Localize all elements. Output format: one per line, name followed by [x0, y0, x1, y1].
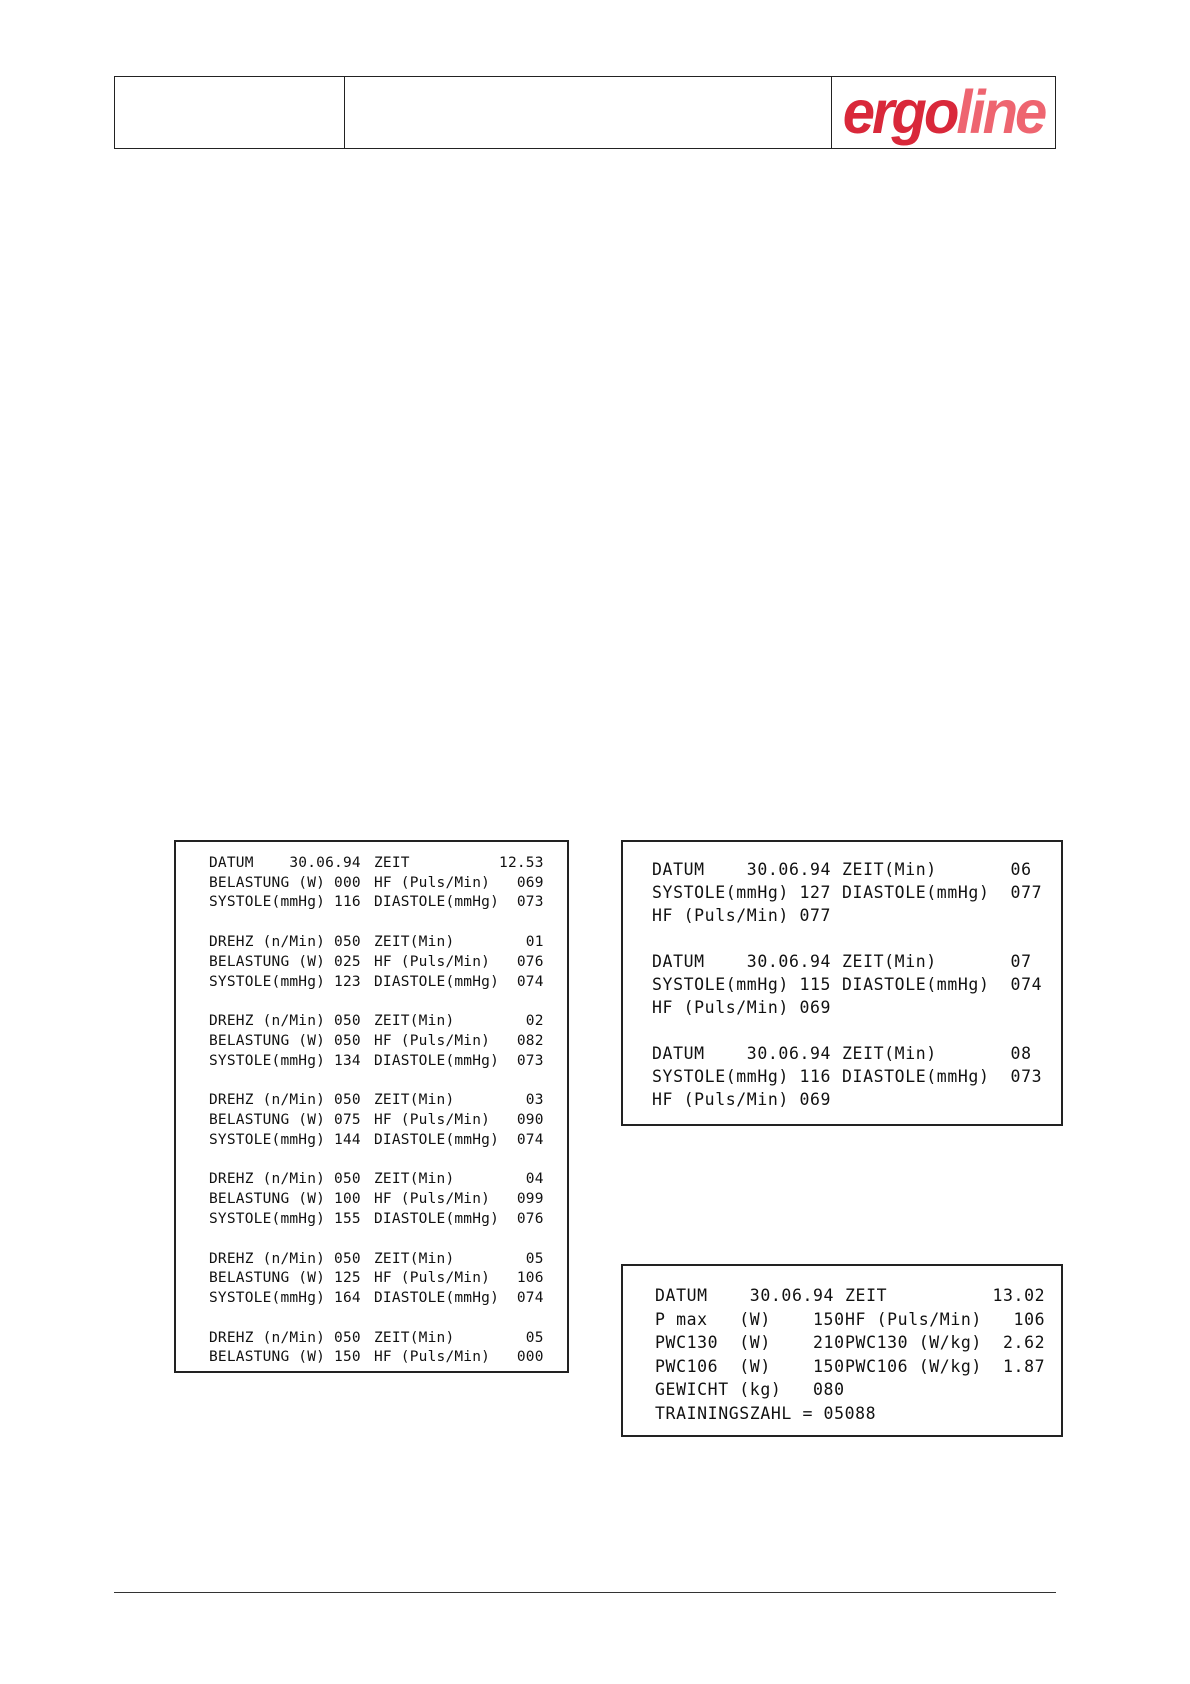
- printout-field-left: SYSTOLE(mmHg) 116: [209, 894, 361, 911]
- ergoline-logo: [842, 77, 1045, 147]
- footer-rule: [114, 1592, 1056, 1593]
- printout-field-left: DATUM 30.06.94: [652, 952, 832, 971]
- printout-field-right: DIASTOLE(mmHg) 077: [842, 883, 1043, 902]
- printout-field-right: ZEIT(Min) 08: [842, 1044, 1032, 1063]
- printout-field-left: SYSTOLE(mmHg) 164: [209, 1289, 361, 1306]
- printout-field-right: PWC130 (W/kg) 2.62: [845, 1333, 1046, 1352]
- printout-field-left: BELASTUNG (W) 100: [209, 1191, 361, 1208]
- printout-field-left: DATUM 30.06.94: [209, 855, 361, 871]
- printout-field-right: DIASTOLE(mmHg) 074: [374, 973, 544, 990]
- printout-field-right: DIASTOLE(mmHg) 073: [374, 894, 544, 911]
- page-header: [114, 76, 1056, 149]
- printout-field-left: PWC130 (W) 210: [655, 1333, 845, 1352]
- printout-field-left: HF (Puls/Min) 077: [652, 906, 832, 925]
- printout-field-right: DIASTOLE(mmHg) 074: [374, 1289, 544, 1306]
- printout-field-right: ZEIT 12.53: [374, 855, 544, 871]
- printout-field-right: ZEIT(Min) 01: [374, 934, 544, 951]
- printout-field-left: SYSTOLE(mmHg) 155: [209, 1210, 361, 1227]
- printout-field-left: DREHZ (n/Min) 050: [209, 1092, 361, 1109]
- printout-field-right: HF (Puls/Min) 106: [845, 1309, 1046, 1329]
- printout-field-right: HF (Puls/Min) 069: [374, 874, 544, 891]
- header-cell-logo: [832, 77, 1055, 148]
- printout-field-right: ZEIT(Min) 06: [842, 860, 1032, 879]
- printout-field-right: DIASTOLE(mmHg) 073: [374, 1052, 544, 1069]
- printout-field-left: P max (W) 150: [655, 1309, 845, 1329]
- printout-field-right: HF (Puls/Min) 099: [374, 1191, 544, 1208]
- printout-field-right: HF (Puls/Min) 106: [374, 1270, 544, 1287]
- printout-field-left: SYSTOLE(mmHg) 123: [209, 973, 361, 990]
- printout-exercise-protocol: [174, 840, 569, 1373]
- printout-field-right: HF (Puls/Min) 090: [374, 1112, 544, 1128]
- printout-field-left: SYSTOLE(mmHg) 115: [652, 975, 832, 994]
- printout-field-left: SYSTOLE(mmHg) 116: [652, 1067, 832, 1086]
- printout-field-right: DIASTOLE(mmHg) 076: [374, 1210, 544, 1227]
- logo-text-line: line: [956, 77, 1045, 147]
- printout-summary: [621, 1264, 1063, 1437]
- printout-field-left: DREHZ (n/Min) 050: [209, 934, 361, 951]
- printout-field-right: ZEIT(Min) 05: [374, 1250, 544, 1267]
- printout-field-left: BELASTUNG (W) 125: [209, 1270, 361, 1287]
- printout-field-right: HF (Puls/Min) 000: [374, 1349, 544, 1366]
- printout-field-left: BELASTUNG (W) 025: [209, 953, 361, 970]
- header-cell-left: [115, 77, 345, 148]
- printout-field-left: SYSTOLE(mmHg) 127: [652, 883, 832, 902]
- printout-field-right: ZEIT(Min) 05: [374, 1329, 544, 1346]
- printout-field-right: HF (Puls/Min) 076: [374, 953, 544, 970]
- printout-field-left: DATUM 30.06.94: [652, 1044, 832, 1063]
- printout-field-left: SYSTOLE(mmHg) 134: [209, 1052, 361, 1069]
- printout-field-left: BELASTUNG (W) 050: [209, 1032, 361, 1049]
- printout-field-left: HF (Puls/Min) 069: [652, 998, 832, 1017]
- printout-field-left: BELASTUNG (W) 075: [209, 1112, 361, 1128]
- printout-field-left: BELASTUNG (W) 150: [209, 1349, 361, 1366]
- printout-field-left: TRAININGSZAHL = 05088: [655, 1403, 877, 1423]
- logo-text-ergo: ergo: [842, 77, 957, 147]
- printout-field-right: ZEIT(Min) 07: [842, 952, 1032, 971]
- printout-field-right: ZEIT(Min) 04: [374, 1171, 544, 1188]
- printout-field-right: PWC106 (W/kg) 1.87: [845, 1356, 1046, 1376]
- printout-field-right: DIASTOLE(mmHg) 074: [374, 1131, 544, 1148]
- printout-field-right: ZEIT 13.02: [845, 1286, 1046, 1305]
- printout-field-left: BELASTUNG (W) 000: [209, 874, 361, 891]
- printout-field-left: HF (Puls/Min) 069: [652, 1090, 832, 1109]
- printout-field-right: DIASTOLE(mmHg) 074: [842, 975, 1043, 994]
- printout-field-left: DATUM 30.06.94: [655, 1286, 835, 1305]
- printout-field-left: DREHZ (n/Min) 050: [209, 1329, 361, 1346]
- printout-field-left: DREHZ (n/Min) 050: [209, 1013, 361, 1030]
- printout-field-left: GEWICHT (kg) 080: [655, 1380, 845, 1399]
- printout-field-left: DREHZ (n/Min) 050: [209, 1171, 361, 1188]
- printout-field-left: PWC106 (W) 150: [655, 1356, 845, 1376]
- printout-field-right: ZEIT(Min) 03: [374, 1092, 544, 1109]
- printout-field-right: DIASTOLE(mmHg) 073: [842, 1067, 1043, 1086]
- printout-field-left: DATUM 30.06.94: [652, 860, 832, 879]
- printout-field-right: ZEIT(Min) 02: [374, 1013, 544, 1030]
- printout-field-left: SYSTOLE(mmHg) 144: [209, 1131, 361, 1148]
- header-cell-middle: [345, 77, 832, 148]
- printout-recovery-protocol: [621, 840, 1063, 1126]
- printout-field-right: HF (Puls/Min) 082: [374, 1032, 544, 1049]
- printout-field-left: DREHZ (n/Min) 050: [209, 1250, 361, 1267]
